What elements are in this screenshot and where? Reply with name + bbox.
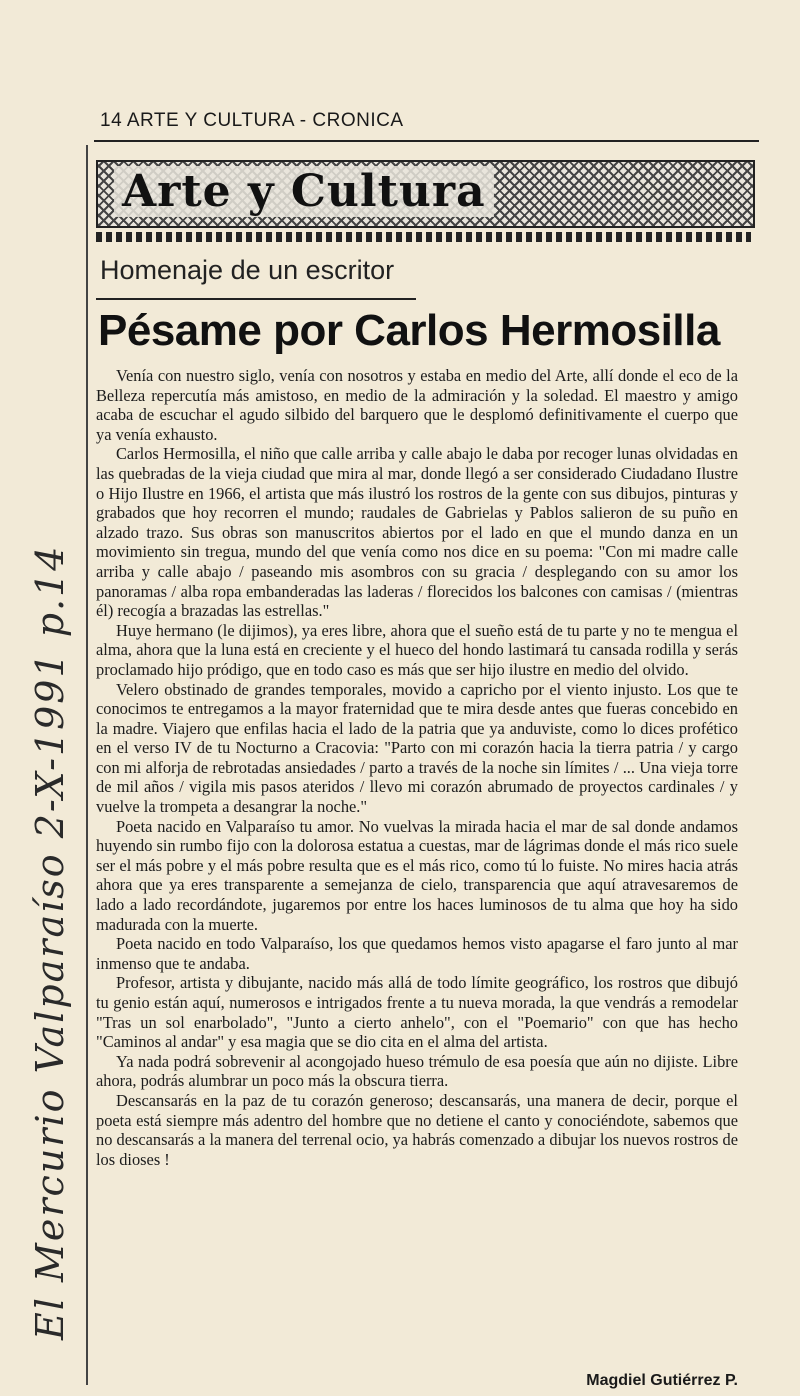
article-paragraph: Huye hermano (le dijimos), ya eres libre, ahora que el sueño está de tu parte y no te mengua el alma, ahora que la luna está en creciente y el hueco del hondo lastimará tu cansada rodilla y serás proclamado hijo pródigo, que en todo caso es más que ser hijo ilustre en medio del olvido. xyxy=(96,620,738,679)
article-paragraph: Poeta nacido en Valparaíso tu amor. No vuelvas la mirada hacia el mar de sal donde andamos huyendo sin rumbo fijo con la dolorosa estatua a cuestas, mar de lágrimas donde el más rico suele ser el más pobre y el más pobre resulta que es el más rico, como tú lo fuiste. No mires hacia atrás ahora que ya eres transparente a semejanza de cielo, transparencia que aquí atravesaremos de lado a lado recordándote, jugaremos por entre los haces luminosos de tu alma que hoy ha sido madurada con la muerte. xyxy=(96,816,738,934)
section-banner xyxy=(96,160,755,228)
article-kicker: Homenaje de un escritor xyxy=(100,255,395,285)
column-rule xyxy=(86,145,88,1385)
article-paragraph: Descansarás en la paz de tu corazón generoso; descansarás, una manera de decir, porque el poeta está siempre más adentro del hombre que no detiene el canto y conociéndote, sabemos que no descansarás a la manera del terrenal ocio, ya habrás comenzado a dibujar los nuevos rostros de los dioses ! xyxy=(96,1090,738,1169)
author-signature: Magdiel Gutiérrez P. xyxy=(586,1372,738,1389)
article-paragraph: Poeta nacido en todo Valparaíso, los que quedamos hemos visto apagarse el faro junto al mar inmenso que te andaba. xyxy=(96,934,738,973)
article-paragraph: Velero obstinado de grandes temporales, movido a capricho por el viento injusto. Los que te conocimos te entregamos a la mayor fraternidad que te mira desde antes que fueras concebido en la madre. Viajero que enfilas hacia el lado de la patria que ya anduviste, como lo dices profético en el verso IV de tu Nocturno a Cracovia: "Parto con mi corazón hacia la tierra patria / y cargo con mi alforja de rebrotadas ansiedades / parto a través de la noche sin límites / ... Una vieja torre de mil años / vigila mis pasos ateridos / llevo mi corazón abrumado de proyectos cardinales / y vuelve la trompeta a desangrar la noche." xyxy=(96,679,738,817)
article-paragraph: Ya nada podrá sobrevenir al acongojado hueso trémulo de esa poesía que aún no dijiste. Libre ahora, podrás alumbrar un poco más la obscura tierra. xyxy=(96,1051,738,1091)
article-paragraph: Profesor, artista y dibujante, nacido más allá de todo límite geográfico, los rostros que dibujó tu genio están aquí, numerosos e intrigados frente a tu nueva morada, la que vendrás a remodelar "Tras un sol enarbolado", "Junto a cierto anhelo", con el "Poemario" con que has hecho "Caminos al andar" y esa magia que se dio cita en el alma del artista. xyxy=(96,973,738,1052)
kicker-rule xyxy=(96,298,416,300)
decorative-border xyxy=(96,232,751,242)
section-banner-title: Arte y Cultura xyxy=(114,166,494,217)
article-headline: Pésame por Carlos Hermosilla xyxy=(98,306,720,355)
handwritten-margin-note: El Mercurio Valparaíso 2-X-1991 p.14 xyxy=(28,544,72,1340)
article-paragraph: Carlos Hermosilla, el niño que calle arriba y calle abajo le daba por recoger lunas olvidadas en las quebradas de la vieja ciudad que mira al mar, donde llegó a ser considerado Ciudadano Ilustre o Hijo Ilustre en 1966, el artista que más ilustró los rostros de la gente con sus dibujos, pinturas y grabados que hoy recorren el mundo; raudales de Gabrielas y Pablos salieron de su puño en alzado trazo. Sus obras son manuscritos abiertos por el lado en que el mundo danza en un movimiento sin tregua, mundo del que venía como nos dice en su poema: "Con mi madre calle arriba y calle abajo / paseando mis asombros con su gracia / desplegando con su amor los panoramas / alba ropa embanderadas las laderas / florecidos los balcones con camisas / (mientras él) recogía a brazadas las estrellas." xyxy=(96,444,738,621)
article-body xyxy=(96,366,738,1169)
header-rule xyxy=(94,140,759,142)
page-section-header: 14 ARTE Y CULTURA - CRONICA xyxy=(100,110,404,131)
article-paragraph: Venía con nuestro siglo, venía con nosotros y estaba en medio del Arte, allí donde el eco de la Belleza repercutía más amistoso, en medio de la admiración y la soledad. El maestro y amigo acaba de escuchar el agudo silbido del barquero que le desplomó definitivamente el cuerpo que ya venía exhausto. xyxy=(96,366,738,444)
